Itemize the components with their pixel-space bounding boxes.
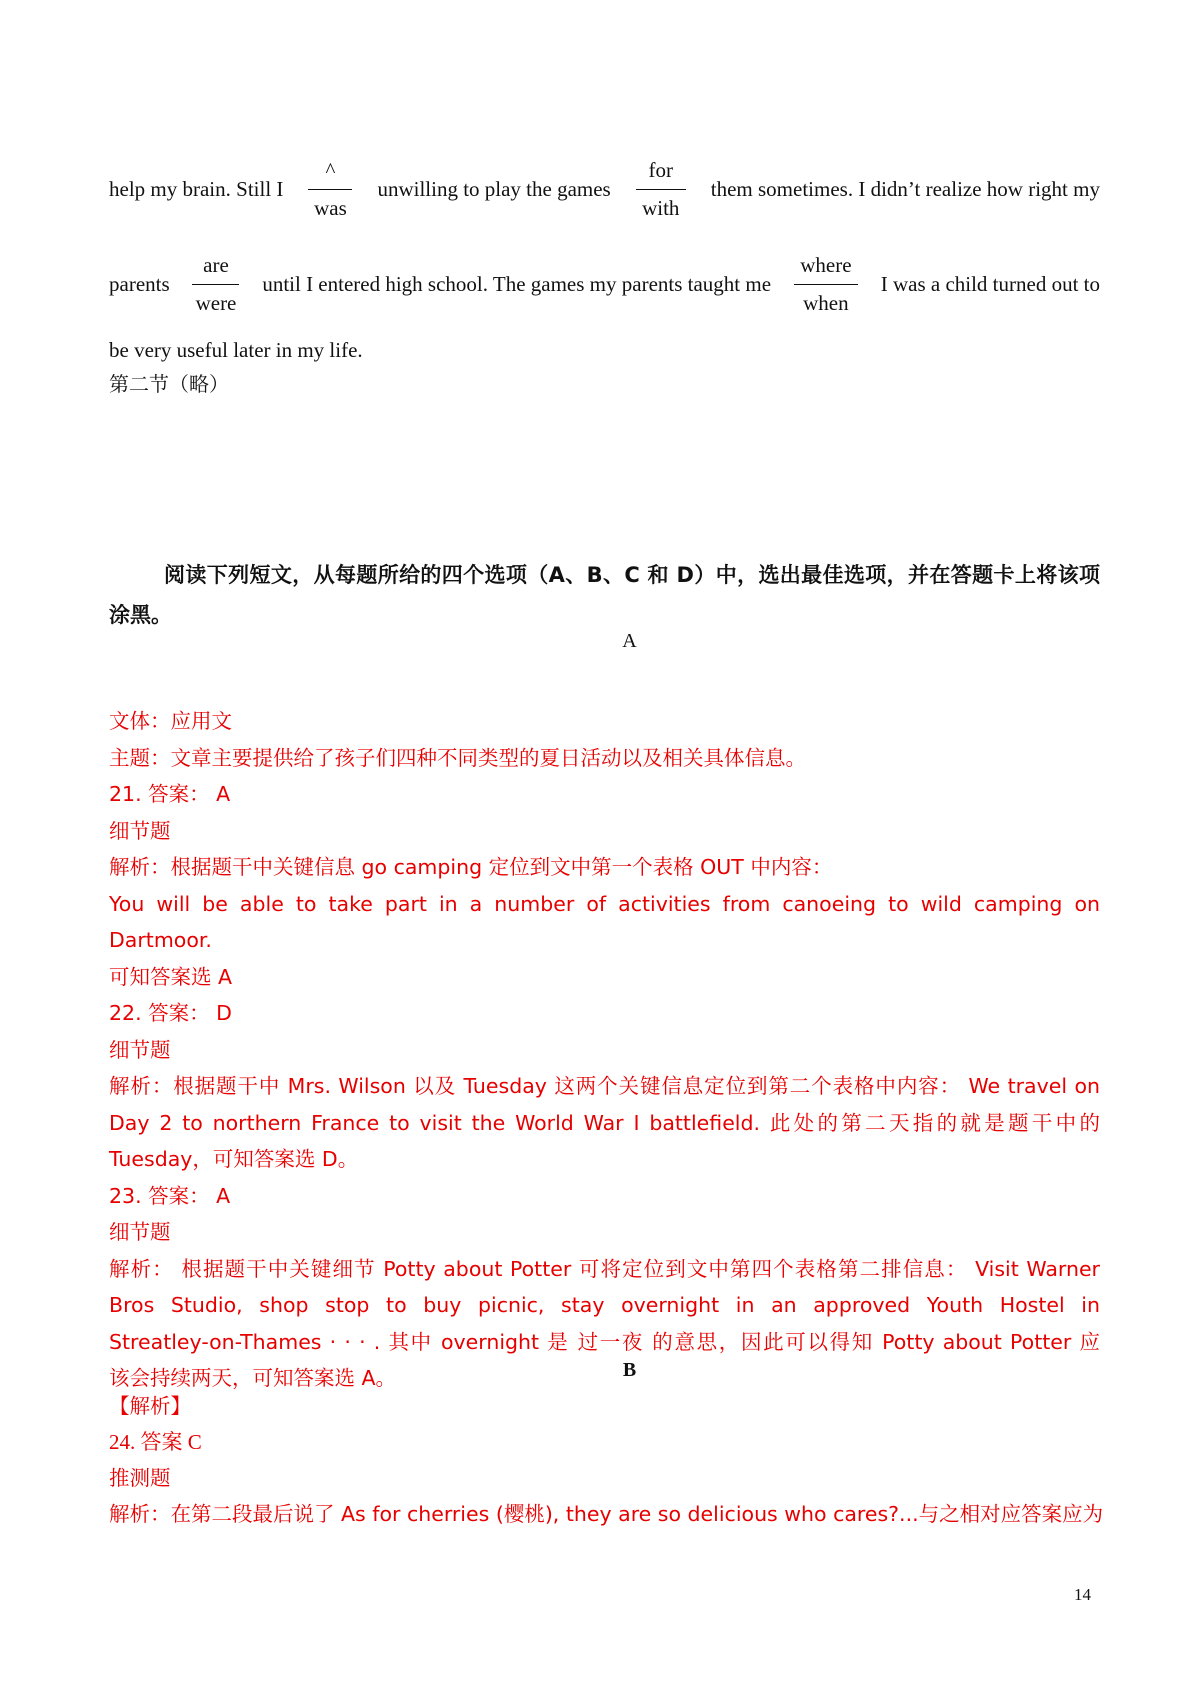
line2-post: I was a child turned out to [880, 272, 1100, 296]
analysis-line: Day 2 to northern France to visit the World War I battlefield. 此处的第二天指的就是题干中的 [109, 1110, 1100, 1135]
analysis-line: Streatley-on-Thames · · · . 其中 overnight 是 过一夜 的意思，因此可以得知 Potty about Potter 应 [109, 1329, 1100, 1354]
passage-line-2 [109, 255, 1100, 314]
page-number: 14 [1074, 1585, 1091, 1604]
correction-where-when-top: where [800, 253, 852, 277]
analysis-line: 解析：根据题干中 Mrs. Wilson 以及 Tuesday 这两个关键信息定位到第二个表格中内容： We travel on [109, 1074, 1100, 1098]
correction-are-were-top: are [203, 253, 229, 277]
reading-instruction: 阅读下列短文，从每题所给的四个选项（A、B、C 和 D）中，选出最佳选项，并在答题卡上将该项涂黑。 [109, 563, 1100, 627]
correction-where-when [794, 255, 858, 314]
correction-for-with [636, 160, 686, 219]
analysis-line: Tuesday，可知答案选 D。 [109, 1147, 359, 1171]
passage-line-1 [109, 160, 1100, 219]
passage-line-3: be very useful later in my life. [109, 338, 363, 362]
line1-post: them sometimes. I didn’t realize how right my [710, 177, 1100, 201]
line2-mid: until I entered high school. The games my parents taught me [262, 272, 772, 296]
analysis-line: 22. 答案： D [109, 1001, 232, 1025]
analysis-line: Bros Studio, shop stop to buy picnic, stay overnight in an approved Youth Hostel in [109, 1293, 1100, 1317]
analysis-line: 细节题 [109, 1220, 171, 1244]
analysis-line: 细节题 [109, 818, 171, 843]
line2-pre: parents [109, 272, 170, 296]
analysis-line: 解析：根据题干中关键信息 go camping 定位到文中第一个表格 OUT 中内容： [109, 855, 833, 879]
correction-was-bottom: was [314, 196, 347, 220]
analysis-line: You will be able to take part in a number of activities from canoeing to wild camping on Dartmoor. [109, 891, 1100, 952]
correction-was-top: ^ [325, 158, 336, 182]
line1-mid: unwilling to play the games [377, 177, 611, 201]
analysis-line: 可知答案选 A [109, 964, 233, 989]
section-2-note: 第二节（略） [109, 372, 229, 396]
analysis-line: 主题：文章主要提供给了孩子们四种不同类型的夏日活动以及相关具体信息。 [109, 745, 806, 770]
analysis-line: 解析： 根据题干中关键细节 Potty about Potter 可将定位到文中第四个表格第二排信息： Visit Warner [109, 1256, 1100, 1281]
analysis-line: 21. 答案： A [109, 782, 231, 806]
passage-a-title: A [622, 630, 637, 652]
passage-b-analysis [109, 1388, 1104, 1532]
correction-where-when-bottom: when [803, 291, 849, 315]
analysis-line: 文体：应用文 [109, 709, 232, 733]
line1-pre: help my brain. Still I [109, 177, 284, 201]
analysis-line: 该会持续两天，可知答案选 A。 [109, 1366, 397, 1390]
correction-was [308, 160, 352, 219]
q24-type: 推测题 [109, 1466, 171, 1490]
correction-are-were [192, 255, 239, 314]
analysis-label: 【解析】 [109, 1394, 191, 1418]
correction-for-with-top: for [648, 158, 673, 182]
passage-a-analysis [109, 703, 1100, 1397]
analysis-line: 细节题 [109, 1037, 171, 1062]
correction-are-were-bottom: were [195, 291, 237, 315]
passage-b-title: B [622, 1359, 637, 1381]
correction-for-with-bottom: with [642, 196, 680, 220]
analysis-line: 23. 答案： A [109, 1183, 231, 1208]
q24-answer: 24. 答案 C [109, 1430, 202, 1454]
q24-analysis: 解析：在第二段最后说了 As for cherries (樱桃), they are so delicious who cares?...与之相对应答案应为 [109, 1502, 1104, 1526]
